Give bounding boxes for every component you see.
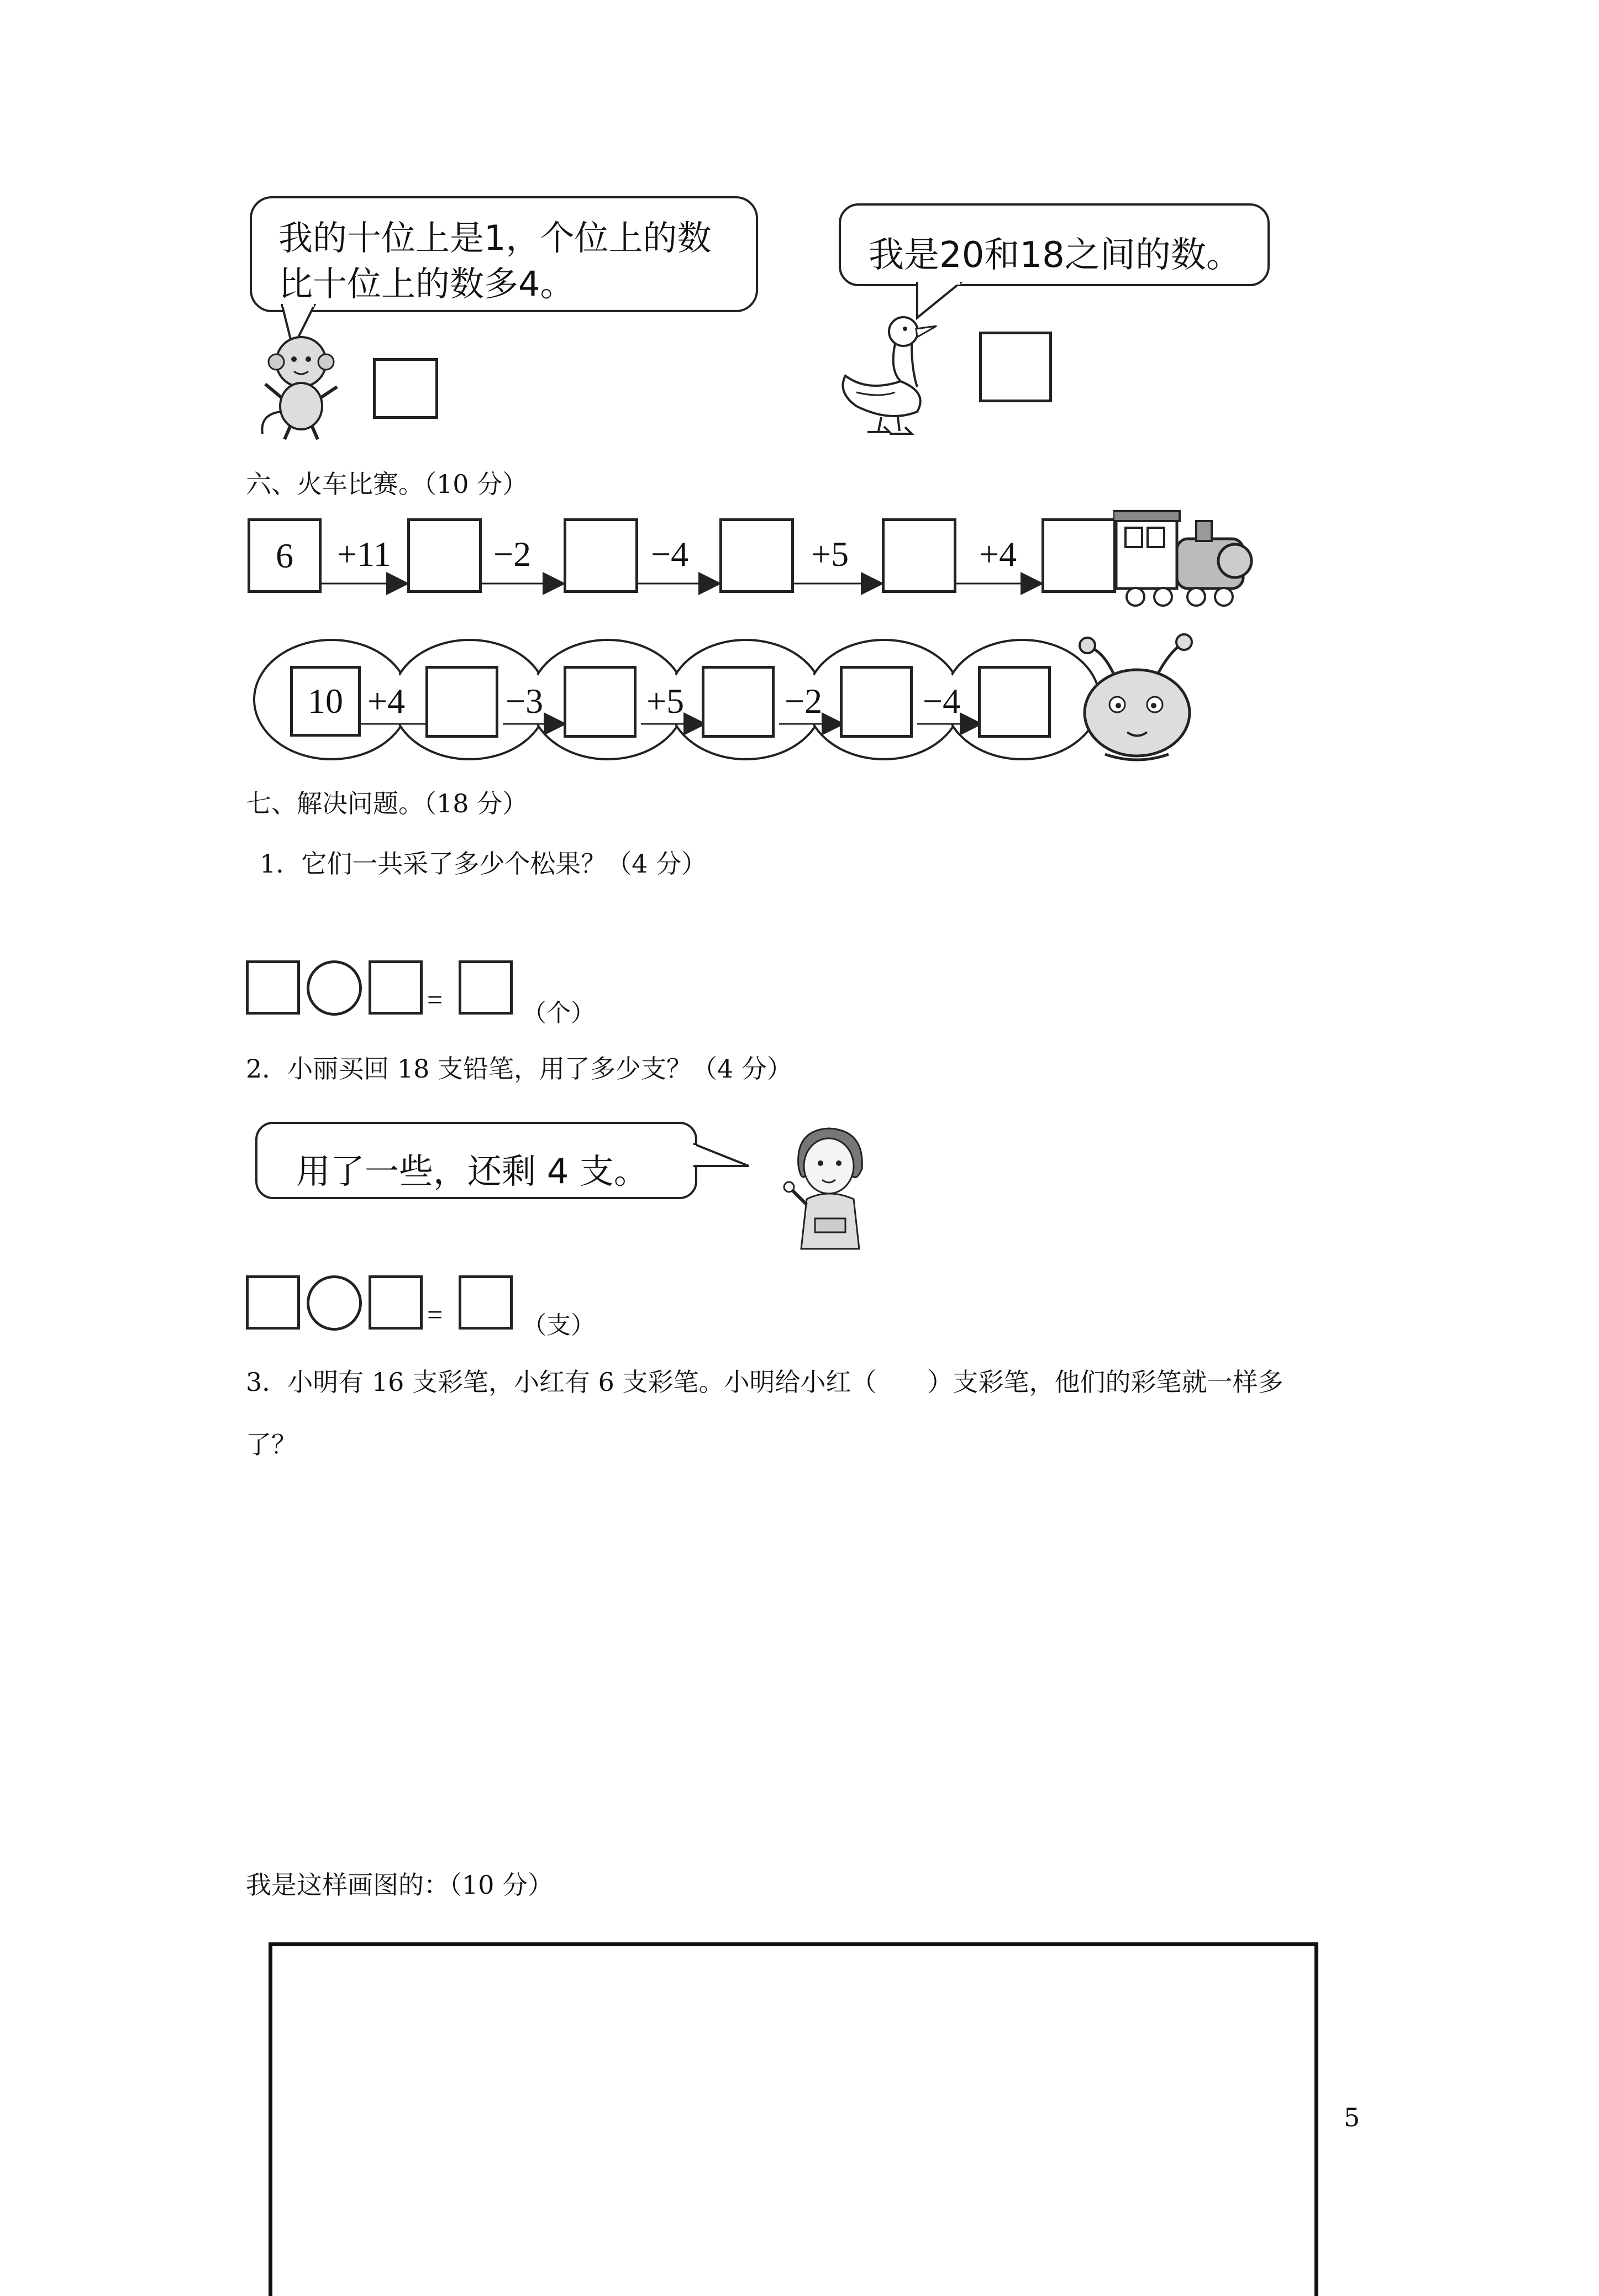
caterpillar-box-1[interactable]	[425, 666, 498, 738]
section6-heading: 六、火车比赛。（10 分）	[246, 469, 528, 499]
q3-line2: 了？	[246, 1430, 297, 1459]
q3-line1: 3．小明有 16 支彩笔，小红有 6 支彩笔。小明给小红（ ）支彩笔，他们的彩笔就一样多	[246, 1367, 1284, 1397]
locomotive-illustration	[1113, 506, 1257, 611]
q2-equals: =	[427, 1299, 443, 1330]
q1-operator-circle[interactable]	[307, 960, 362, 1016]
q1-text: 1．它们一共采了多少个松果？（4 分）	[260, 849, 707, 879]
q2-unit: （支）	[522, 1311, 595, 1339]
caterpillar-op-5: −4	[923, 681, 961, 721]
train-op-1: +11	[337, 534, 391, 574]
q1-equals: =	[427, 984, 443, 1015]
q2-text: 2．小丽买回 18 支铅笔，用了多少支？（4 分）	[246, 1054, 792, 1084]
caterpillar-box-5[interactable]	[978, 666, 1051, 738]
section7-heading: 七、解决问题。（18 分）	[246, 789, 528, 818]
drawing-label: 我是这样画图的：（10 分）	[246, 1870, 554, 1900]
q2-box-answer[interactable]	[459, 1275, 513, 1330]
q1-box-1[interactable]	[246, 960, 300, 1015]
train-arrows	[0, 0, 1599, 608]
monkey-bubble-line2: 比十位上的数多4。	[278, 264, 575, 304]
q2-speech-bubble	[255, 1122, 697, 1199]
q2-bubble-tail	[693, 1138, 754, 1183]
monkey-bubble-line1: 我的十位上是1，个位上的数	[278, 218, 712, 258]
q2-box-1[interactable]	[246, 1275, 300, 1330]
drawing-answer-area[interactable]	[269, 1942, 1318, 2296]
train-box-5[interactable]	[1042, 518, 1116, 593]
q2-operator-circle[interactable]	[307, 1275, 362, 1331]
train-op-3: −4	[651, 534, 689, 574]
q1-unit: （个）	[522, 999, 595, 1027]
train-op-4: +5	[811, 534, 849, 574]
q2-bubble-text: 用了一些，还剩 4 支。	[296, 1151, 648, 1191]
q1-box-answer[interactable]	[459, 960, 513, 1015]
train-box-4[interactable]	[882, 518, 956, 593]
caterpillar-box-2[interactable]	[564, 666, 637, 738]
train-box-3[interactable]	[719, 518, 794, 593]
train-op-2: −2	[493, 534, 532, 574]
caterpillar-op-3: +5	[646, 681, 685, 721]
q2-box-2[interactable]	[369, 1275, 423, 1330]
caterpillar-box-4[interactable]	[840, 666, 913, 738]
duck-bubble-text: 我是20和18之间的数。	[869, 235, 1242, 276]
train-box-2[interactable]	[564, 518, 638, 593]
caterpillar-box-3[interactable]	[702, 666, 775, 738]
girl-illustration	[774, 1122, 884, 1254]
caterpillar-start-box: 10	[290, 666, 361, 737]
page-number: 5	[1344, 2103, 1360, 2132]
train-start-box: 6	[248, 518, 322, 593]
train-box-1[interactable]	[407, 518, 482, 593]
caterpillar-op-1: +4	[367, 681, 406, 721]
caterpillar-op-4: −2	[785, 681, 823, 721]
q1-box-2[interactable]	[369, 960, 423, 1015]
train-op-5: +4	[979, 534, 1017, 574]
caterpillar-head-illustration	[1072, 630, 1204, 768]
caterpillar-op-2: −3	[506, 681, 544, 721]
